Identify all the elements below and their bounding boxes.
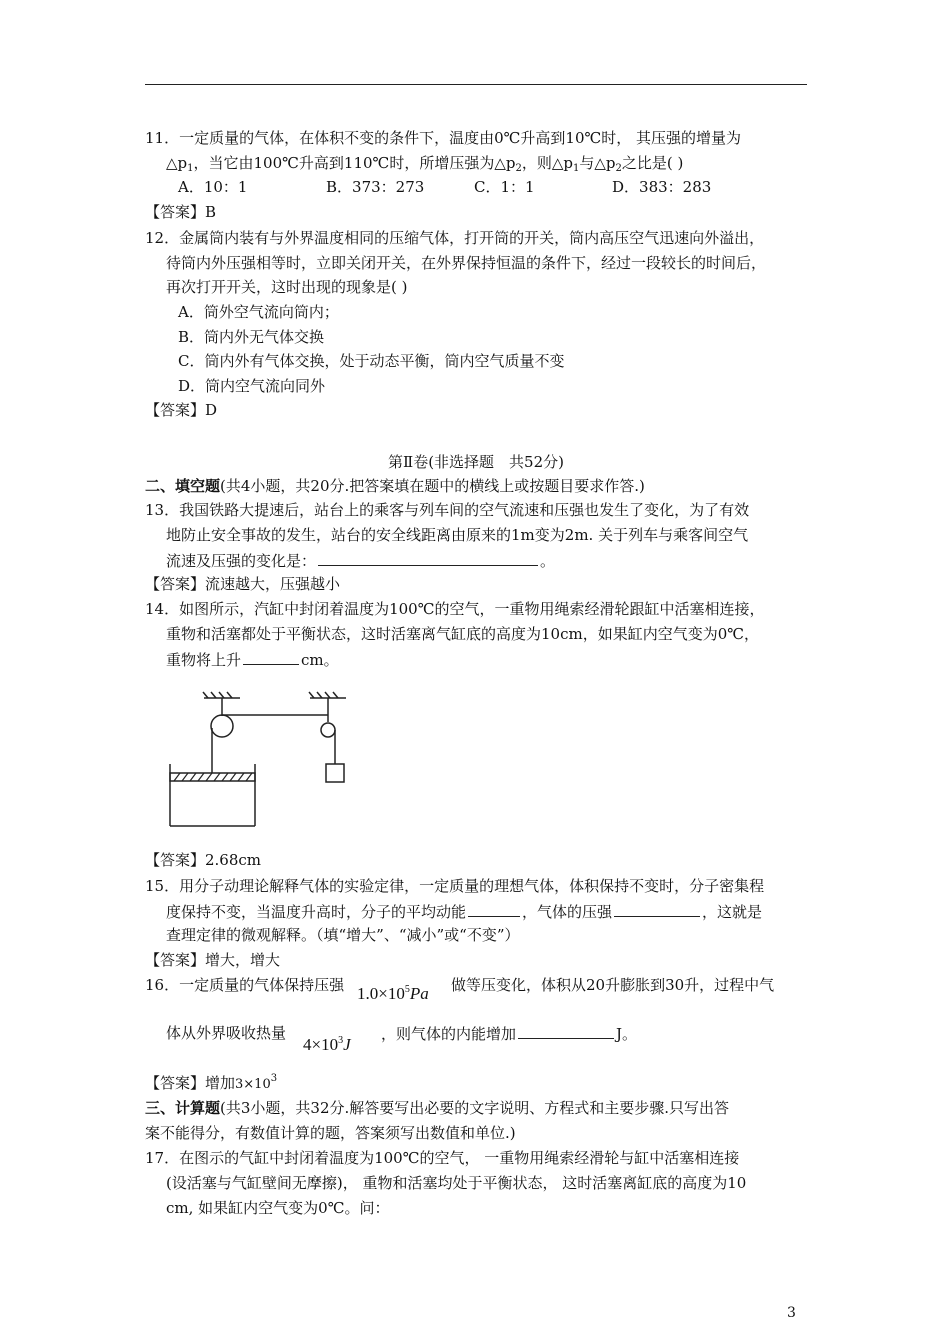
q11-answer: 【答案】B bbox=[145, 203, 217, 221]
q12-line1: 12．金属筒内装有与外界温度相同的压缩气体，打开筒的开关，筒内高压空气迅速向外溢出， bbox=[145, 229, 765, 247]
section3-heading: 三、计算题(共3小题，共32分.解答要写出必要的文字说明、方程式和主要步骤.只写出答 bbox=[145, 1099, 730, 1117]
q12-option-c: C．筒内外有气体交换，处于动态平衡，筒内空气质量不变 bbox=[178, 352, 565, 370]
header-rule bbox=[145, 84, 807, 85]
q11-line2: $\triangle p_1$，当它由100℃升高到110℃时，所增压强为$\triangle p_2$，则$\triangle p_1$与$\triangle p_2$之比是( ) bbox=[166, 154, 684, 174]
q11-option-b: B．373：273 bbox=[326, 178, 425, 196]
q11-options bbox=[178, 177, 756, 197]
right-pulley bbox=[321, 723, 335, 737]
q14-answer-blank bbox=[243, 649, 299, 665]
q14-answer: 【答案】2.68cm bbox=[145, 851, 262, 869]
q12-line3: 再次打开开关，这时出现的现象是( ) bbox=[166, 278, 408, 296]
q16-heat-formula: $4\times 10^3J$ bbox=[303, 1035, 351, 1054]
q14-line1: 14．如图所示，汽缸中封闭着温度为100℃的空气，一重物用绳索经滑轮跟缸中活塞相连接， bbox=[145, 600, 765, 618]
q13-line1: 13．我国铁路大提速后，站台上的乘客与列车间的空气流速和压强也发生了变化，为了有效 bbox=[145, 501, 750, 519]
page-number: 3 bbox=[787, 1305, 796, 1321]
q11-option-d: D．383：283 bbox=[612, 178, 712, 196]
q15-line3: 查理定律的微观解释。（填“增大”、“减小”或“不变”） bbox=[166, 926, 520, 944]
q17-line3: cm, 如果缸内空气变为0℃。问： bbox=[166, 1199, 390, 1217]
q16-answer-blank bbox=[518, 1023, 614, 1039]
q16-line1b: 做等压变化，体积从20升膨胀到30升，过程中气 bbox=[451, 976, 775, 994]
q16-line2b: ，则气体的内能增加 J。 bbox=[381, 1025, 638, 1043]
q16-pressure-formula: $1.0\times 10^5Pa$ bbox=[357, 984, 429, 1003]
q12-option-a: A．筒外空气流向筒内； bbox=[178, 303, 339, 321]
q17-line1: 17．在图示的气缸中封闭着温度为100℃的空气， 一重物用绳索经滑轮与缸中活塞相连接 bbox=[145, 1149, 740, 1167]
q17-line2: (设活塞与气缸壁间无摩擦)， 重物和活塞均处于平衡状态， 这时活塞离缸底的高度为10 bbox=[166, 1174, 747, 1192]
q12-line2: 待筒内外压强相等时，立即关闭开关，在外界保持恒温的条件下，经过一段较长的时间后， bbox=[166, 254, 767, 272]
section3-line2: 案不能得分，有数值计算的题，答案须写出数值和单位.) bbox=[145, 1124, 516, 1142]
left-pulley bbox=[211, 715, 233, 737]
q11-line1: 11．一定质量的气体，在体积不变的条件下，温度由0℃升高到10℃时， 其压强的增量为 bbox=[145, 129, 742, 147]
cylinder-pulley-diagram bbox=[160, 690, 360, 830]
q15-line2: 度保持不变，当温度升高时，分子的平均动能 ，气体的压强 ，这就是 bbox=[166, 903, 763, 921]
q11-option-c: C．1：1 bbox=[474, 178, 535, 196]
section2-title: 第Ⅱ卷(非选择题 共52分) bbox=[388, 453, 564, 471]
q13-line3: 流速及压强的变化是： 。 bbox=[166, 552, 556, 570]
q12-option-b: B．筒内外无气体交换 bbox=[178, 328, 325, 346]
hanging-weight bbox=[326, 764, 344, 782]
q14-line2: 重物和活塞都处于平衡状态，这时活塞离气缸底的高度为10cm，如果缸内空气变为0℃， bbox=[166, 625, 760, 643]
q15-blank-2 bbox=[614, 901, 700, 917]
q13-line2: 地防止安全事故的发生，站台的安全线距离由原来的1m变为2m. 关于列车与乘客间空气 bbox=[166, 526, 749, 544]
section2-heading: 二、填空题(共4小题，共20分.把答案填在题中的横线上或按题目要求作答.) bbox=[145, 477, 645, 495]
q12-option-d: D．筒内空气流向同外 bbox=[178, 377, 326, 395]
q15-blank-1 bbox=[468, 901, 520, 917]
q16-line1a: 16．一定质量的气体保持压强 bbox=[145, 976, 345, 994]
q15-line1: 15．用分子动理论解释气体的实验定律，一定质量的理想气体，体积保持不变时，分子密集程 bbox=[145, 877, 765, 895]
q12-answer: 【答案】D bbox=[145, 401, 218, 419]
q13-answer: 【答案】流速越大，压强越小 bbox=[145, 575, 341, 593]
q15-answer: 【答案】增大，增大 bbox=[145, 951, 281, 969]
q16-answer: 【答案】增加$3\times 10^3$ bbox=[145, 1073, 278, 1092]
q13-answer-blank bbox=[318, 550, 538, 566]
q14-line3: 重物将上升 cm。 bbox=[166, 651, 339, 669]
q16-line2a: 体从外界吸收热量 bbox=[166, 1024, 287, 1042]
q11-option-a: A．10：1 bbox=[178, 178, 248, 196]
